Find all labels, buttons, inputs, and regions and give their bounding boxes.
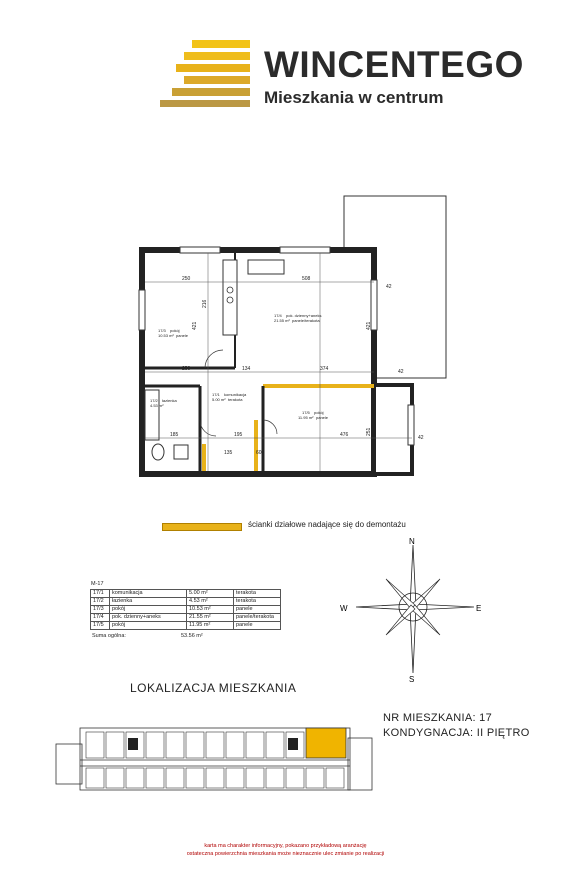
logo-bar-2 — [184, 52, 250, 60]
table-row — [91, 598, 281, 606]
room-label-area: 21.55 m² — [274, 318, 290, 323]
logo-bar-6 — [160, 100, 250, 107]
room-label-code: 17/3 — [158, 328, 166, 333]
dimension-label: 251 — [366, 427, 372, 436]
logo-bar-4 — [184, 76, 250, 84]
table-row — [91, 606, 281, 614]
washbasin — [174, 445, 188, 459]
stair-block — [288, 738, 298, 750]
room-label-name: pokój — [170, 328, 180, 333]
logo-bar-1 — [192, 40, 250, 48]
compass-s-label: S — [409, 675, 415, 683]
logo-bar-5 — [172, 88, 250, 96]
table-cell: 11.95 m² — [187, 622, 234, 630]
apartment-highlight — [306, 728, 346, 758]
room-label-name: łazienka — [162, 398, 177, 403]
unit-cell — [306, 768, 324, 788]
dimension-label: 508 — [302, 276, 311, 282]
table-cell: pok. dzienny+aneks — [110, 614, 187, 622]
dimension-label: 42 — [386, 284, 392, 290]
unit-cell — [206, 732, 224, 758]
unit-cell — [266, 732, 284, 758]
compass-n-label: N — [409, 537, 415, 546]
unit-cell — [186, 768, 204, 788]
disclaimer-line-2: ostateczna powierzchnia mieszkania może nieznacznie ulec zmianie po realizacji — [186, 851, 385, 857]
dimension-label: 134 — [242, 366, 251, 372]
legend-swatch — [162, 523, 242, 531]
room-label-area: 10.53 m² — [158, 333, 174, 338]
unit-cell — [206, 768, 224, 788]
compass-e-label: E — [476, 604, 482, 613]
table-cell: pokój — [110, 622, 187, 630]
unit-cell — [226, 768, 244, 788]
room-table-total-value: 53.56 m² — [181, 633, 203, 639]
dimension-label: 42 — [418, 435, 424, 441]
unit-cell — [106, 732, 124, 758]
window-left — [139, 290, 145, 330]
dimension-label: 135 — [224, 450, 233, 456]
dimension-label: 60 — [256, 450, 262, 456]
compass-arrow-n — [410, 545, 416, 607]
room-label-code: 17/2 — [150, 398, 158, 403]
logo-bar-3 — [176, 64, 250, 72]
unit-cell — [286, 768, 304, 788]
unit-cell — [166, 732, 184, 758]
room-label-floor: terakota — [228, 397, 243, 402]
compass-arrow-w — [356, 604, 413, 610]
building-location-plan — [50, 714, 380, 814]
room-table-total-label: Suma ogólna: — [92, 633, 126, 639]
floor-level: KONDYGNACJA: II PIĘTRO — [383, 727, 530, 739]
table-cell: panele — [234, 606, 281, 614]
table-cell: 17/3 — [91, 606, 110, 614]
table-cell: terakota — [234, 598, 281, 606]
compass-rose — [340, 535, 490, 683]
legend-text: ścianki działowe nadające się do demontażu — [248, 520, 406, 529]
dimension-label: 250 — [182, 366, 191, 372]
brand-name: WINCENTEGO — [264, 44, 524, 85]
table-cell: komunikacja — [110, 590, 187, 598]
window-top-2 — [280, 247, 330, 253]
table-row — [91, 622, 281, 630]
unit-cell — [246, 732, 264, 758]
dimension-label: 374 — [320, 366, 329, 372]
room-table — [90, 589, 281, 630]
table-cell: pokój — [110, 606, 187, 614]
kitchen-sink — [248, 260, 284, 274]
dimension-label: 250 — [182, 276, 191, 282]
table-cell: 4.53 m² — [187, 598, 234, 606]
toilet — [152, 444, 164, 460]
unit-cell — [186, 732, 204, 758]
dimension-label: 421 — [192, 321, 198, 330]
unit-cell — [146, 732, 164, 758]
table-cell: panele — [234, 622, 281, 630]
room-label-code: 17/5 — [302, 410, 310, 415]
dimension-label: 476 — [340, 432, 349, 438]
room-label-area: 4.53 m² — [150, 403, 164, 408]
table-row — [91, 590, 281, 598]
right-wing — [374, 385, 412, 474]
unit-cell — [226, 732, 244, 758]
unit-cell — [86, 732, 104, 758]
table-cell: 10.53 m² — [187, 606, 234, 614]
brand-logo — [158, 38, 254, 110]
building-wing — [56, 744, 82, 784]
brand-subtitle: Mieszkania w centrum — [264, 88, 444, 107]
unit-cell — [246, 768, 264, 788]
table-cell: łazienka — [110, 598, 187, 606]
room-label-floor: panele/terakota — [292, 318, 320, 323]
room-label-floor: panele — [176, 333, 189, 338]
table-cell: 5.00 m² — [187, 590, 234, 598]
unit-cell — [126, 768, 144, 788]
kitchen-counter — [223, 260, 237, 335]
room-label-area: 11.95 m² — [298, 415, 314, 420]
unit-cell — [146, 768, 164, 788]
unit-cell — [86, 768, 104, 788]
unit-cell — [166, 768, 184, 788]
dimension-label: 195 — [234, 432, 243, 438]
dimension-label: 42 — [398, 369, 404, 375]
dimension-label: 216 — [202, 299, 208, 308]
table-cell: 21.55 m² — [187, 614, 234, 622]
table-cell: 17/2 — [91, 598, 110, 606]
location-title: LOKALIZACJA MIESZKANIA — [130, 681, 297, 695]
table-cell: panele/terakota — [234, 614, 281, 622]
dimension-label: 421 — [366, 321, 372, 330]
building-wing — [348, 738, 372, 790]
room-label-name: komunikacja — [224, 392, 247, 397]
room-label-code: 17/1 — [212, 392, 220, 397]
room-table-title: M-17 — [91, 581, 104, 587]
table-cell: 17/4 — [91, 614, 110, 622]
room-label-area: 5.00 m² — [212, 397, 226, 402]
stair-block — [128, 738, 138, 750]
compass-arrow-e — [413, 604, 474, 610]
unit-cell — [326, 768, 344, 788]
room-label-code: 17/4 — [274, 313, 282, 318]
room-label-floor: panele — [316, 415, 329, 420]
table-row — [91, 614, 281, 622]
room-label-name: pokój — [314, 410, 324, 415]
right-wing-window — [408, 405, 414, 445]
table-cell: 17/1 — [91, 590, 110, 598]
unit-cell — [106, 768, 124, 788]
window-top — [180, 247, 220, 253]
apartment-number: NR MIESZKANIA: 17 — [383, 712, 493, 724]
table-cell: terakota — [234, 590, 281, 598]
floor-plan — [130, 190, 460, 490]
room-label-name: pok. dzienny+aneks — [286, 313, 322, 318]
compass-w-label: W — [340, 604, 348, 613]
unit-cell — [266, 768, 284, 788]
disclaimer-line-1: karta ma charakter informacyjny, pokazano przykładową aranżację — [204, 843, 367, 849]
table-cell: 17/5 — [91, 622, 110, 630]
compass-arrow-s — [410, 607, 416, 673]
dimension-label: 185 — [170, 432, 179, 438]
